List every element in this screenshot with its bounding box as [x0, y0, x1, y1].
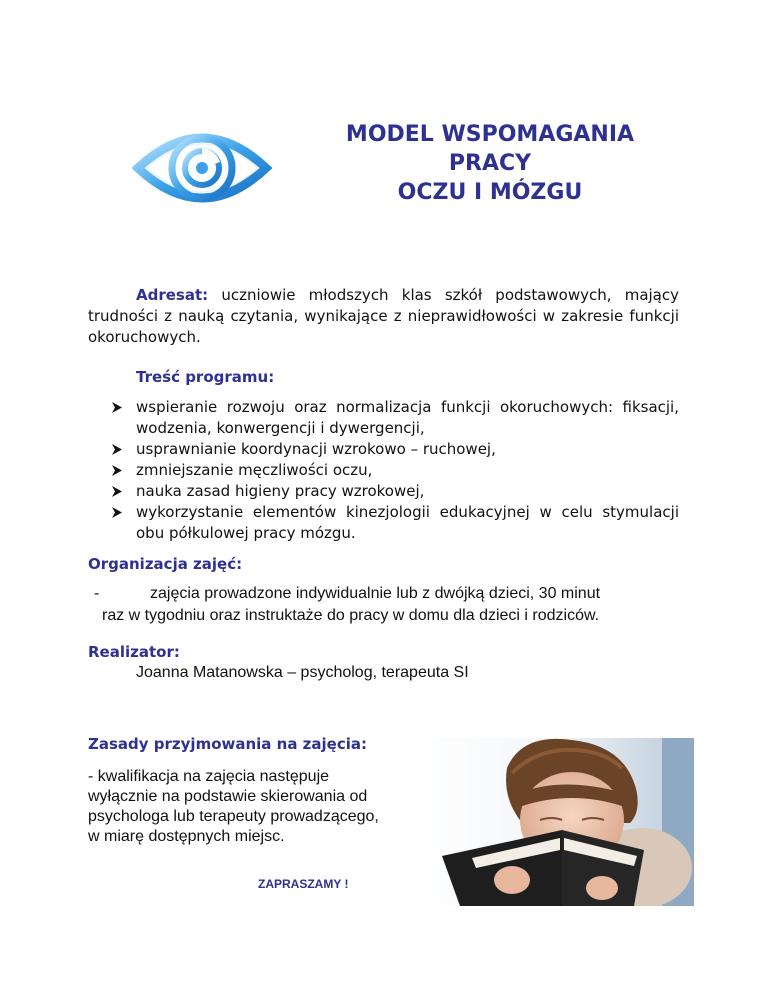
list-item: wykorzystanie elementów kinezjologii edukacyjnej w celu stymulacji obu półkulowej pracy mózgu.: [110, 502, 679, 544]
arrow-bullet-icon: [110, 397, 124, 418]
realizator-heading: Realizator:: [88, 643, 180, 661]
title-line-2: PRACY: [448, 151, 532, 176]
page-title: [300, 120, 680, 207]
dash: -: [94, 585, 100, 602]
zasady-heading: Zasady przyjmowania na zajęcia:: [88, 735, 367, 753]
adresat-paragraph: [88, 285, 679, 348]
title-line-1: MODEL WSPOMAGANIA: [345, 122, 635, 147]
arrow-bullet-icon: [110, 460, 124, 481]
arrow-bullet-icon: [110, 502, 124, 523]
eye-icon: [132, 118, 272, 218]
list-item: usprawnianie koordynacji wzrokowo – ruchowej,: [110, 439, 679, 460]
closing-text: ZAPRASZAMY !: [258, 877, 349, 891]
title-line-3: OCZU I MÓZGU: [397, 180, 583, 205]
realizator-text: Joanna Matanowska – psycholog, terapeuta SI: [136, 664, 469, 681]
zasady-text: - kwalifikacja na zajęcia następuje wyłącznie na podstawie skierowania od psychologa lub terapeuty prowadzącego, w miarę dostępnych miejsc.: [88, 768, 379, 845]
arrow-bullet-icon: [110, 439, 124, 460]
organizacja-line-1: zajęcia prowadzone indywidualnie lub z dwójką dzieci, 30 minut: [150, 585, 601, 602]
organizacja-heading: Organizacja zajęć:: [88, 555, 243, 573]
list-item: zmniejszanie męczliwości oczu,: [110, 460, 679, 481]
adresat-text: uczniowie młodszych klas szkół podstawowych, mający trudności z nauką czytania, wynikające z nieprawidłowości w zakresie funkcji okoruchowych.: [88, 286, 679, 346]
organizacja-text: [88, 583, 679, 627]
tresc-heading: Treść programu:: [136, 368, 275, 386]
child-reading-photo: [412, 738, 694, 906]
adresat-label: Adresat:: [136, 286, 209, 304]
list-item: wspieranie rozwoju oraz normalizacja funkcji okoruchowych: fiksacji, wodzenia, konwergencji i dywergencji,: [110, 397, 679, 439]
arrow-bullet-icon: [110, 481, 124, 502]
organizacja-line-2: raz w tygodniu oraz instruktaże do pracy w domu dla dzieci i rodziców.: [102, 607, 600, 624]
list-item: nauka zasad higieny pracy wzrokowej,: [110, 481, 679, 502]
tresc-list: [110, 397, 679, 544]
